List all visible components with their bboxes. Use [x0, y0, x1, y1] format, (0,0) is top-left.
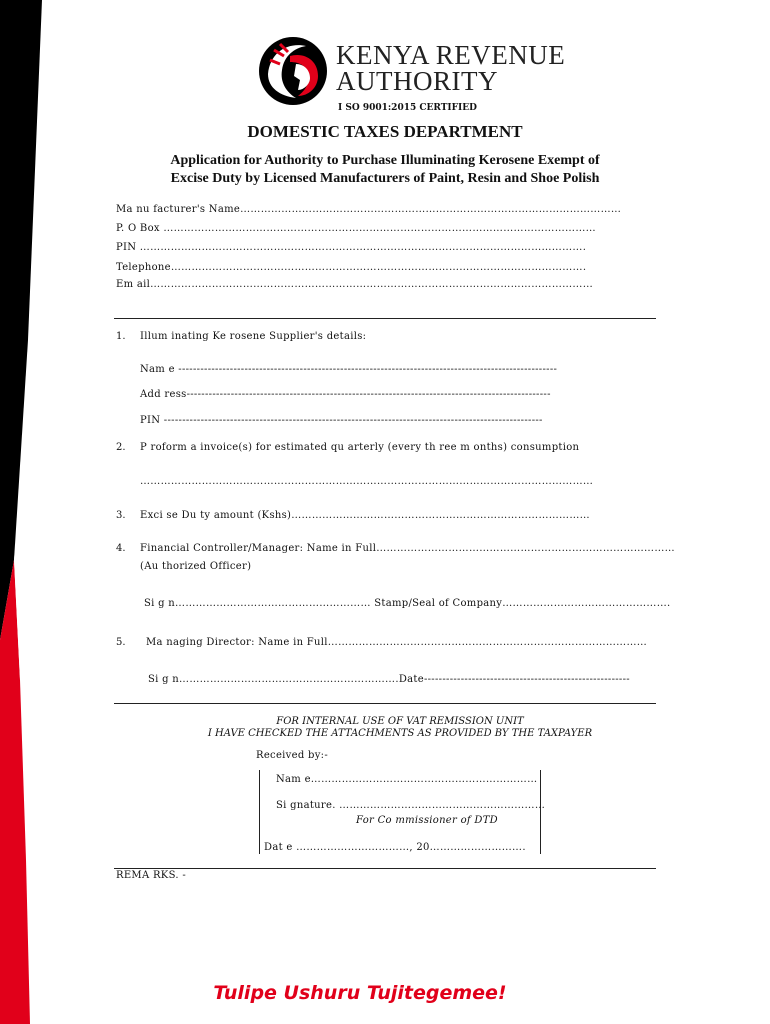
box-right-border	[540, 770, 541, 854]
email-field[interactable]: Em ail…………………………………………………………………………………………………………………	[116, 279, 594, 290]
item-number: 3.	[116, 510, 126, 521]
box-left-border	[259, 770, 260, 854]
pobox-field[interactable]: P. O Box ………………………………………………………………………………………………………………	[116, 223, 596, 234]
org-name-line1: KENYA REVENUE	[336, 40, 566, 70]
supplier-details-label: Illum inating Ke rosene Supplier's details:	[140, 331, 367, 342]
department-title: DOMESTIC TAXES DEPARTMENT	[247, 122, 523, 141]
director-sign-date-field[interactable]: Si g n……………………………………………………….Date--------------------------------------------------------	[148, 674, 630, 685]
manufacturer-name-field[interactable]: Ma nu facturer's Name…………………………………………………………………………………………………	[116, 204, 622, 215]
item-number: 4.	[116, 543, 126, 554]
subtitle-line1: Application for Authority to Purchase Illuminating Kerosene Exempt of	[170, 153, 600, 168]
divider	[114, 703, 656, 704]
officer-date-field[interactable]: Dat e ……………………………, 20……………………….	[264, 842, 526, 853]
proforma-invoice-field[interactable]: ……………………………………………………………………………………………………………………	[140, 476, 594, 487]
excise-duty-field[interactable]: Exci se Du ty amount (Kshs)……………………………………………………………………………	[140, 510, 590, 521]
subtitle-line2: Excise Duty by Licensed Manufacturers of Paint, Resin and Shoe Polish	[170, 171, 600, 186]
for-commissioner-label: For Co mmissioner of DTD	[356, 815, 498, 826]
form-subtitle	[100, 152, 670, 188]
officer-signature-field[interactable]: Si gnature. ……………………………………………………	[276, 800, 546, 811]
org-name-line2: AUTHORITY	[336, 66, 498, 96]
authorized-officer-note: (Au thorized Officer)	[140, 561, 252, 572]
officer-name-field[interactable]: Nam e…………………………………………………………	[276, 774, 538, 785]
supplier-name-field[interactable]: Nam e -------------------------------------------------------------------------------------------------------	[140, 364, 558, 375]
item-number: 2.	[116, 442, 126, 453]
item-number: 1.	[116, 331, 126, 342]
attachments-checked-note: I HAVE CHECKED THE ATTACHMENTS AS PROVIDED BY THE TAXPAYER	[207, 728, 593, 739]
kra-slogan: Tulipe Ushuru Tujitegemee!	[213, 982, 507, 1004]
kra-lion-logo-icon	[256, 34, 330, 108]
supplier-pin-field[interactable]: PIN -------------------------------------------------------------------------------------------------------	[140, 415, 543, 426]
managing-director-field[interactable]: Ma naging Director: Name in Full…………………………………………………………………………………	[146, 637, 648, 648]
divider	[114, 318, 656, 319]
pin-field[interactable]: PIN ………………………………………………………………………………………………………………….	[116, 242, 587, 253]
internal-use-heading: FOR INTERNAL USE OF VAT REMISSION UNIT	[276, 716, 524, 727]
item-number: 5.	[116, 637, 126, 648]
divider	[114, 868, 656, 869]
received-by-label: Received by:-	[256, 750, 329, 761]
controller-sign-stamp-field[interactable]: Si g n………………………………………………… Stamp/Seal of Company………………………………………….	[144, 598, 671, 609]
financial-controller-field[interactable]: Financial Controller/Manager: Name in Full……………………………………………………………………………	[140, 543, 675, 554]
iso-certification: I SO 9001:2015 CERTIFIED	[338, 103, 477, 113]
remarks-field[interactable]: REMA RKS. -	[116, 870, 186, 881]
proforma-invoice-label: P roform a invoice(s) for estimated qu arterly (every th ree m onths) consumption	[140, 442, 580, 453]
supplier-address-field[interactable]: Add ress---------------------------------------------------------------------------------------------------	[140, 389, 551, 400]
telephone-field[interactable]: Telephone………………………………………………………………………………………………………….	[116, 262, 587, 273]
side-stripes-decoration	[0, 0, 60, 1024]
